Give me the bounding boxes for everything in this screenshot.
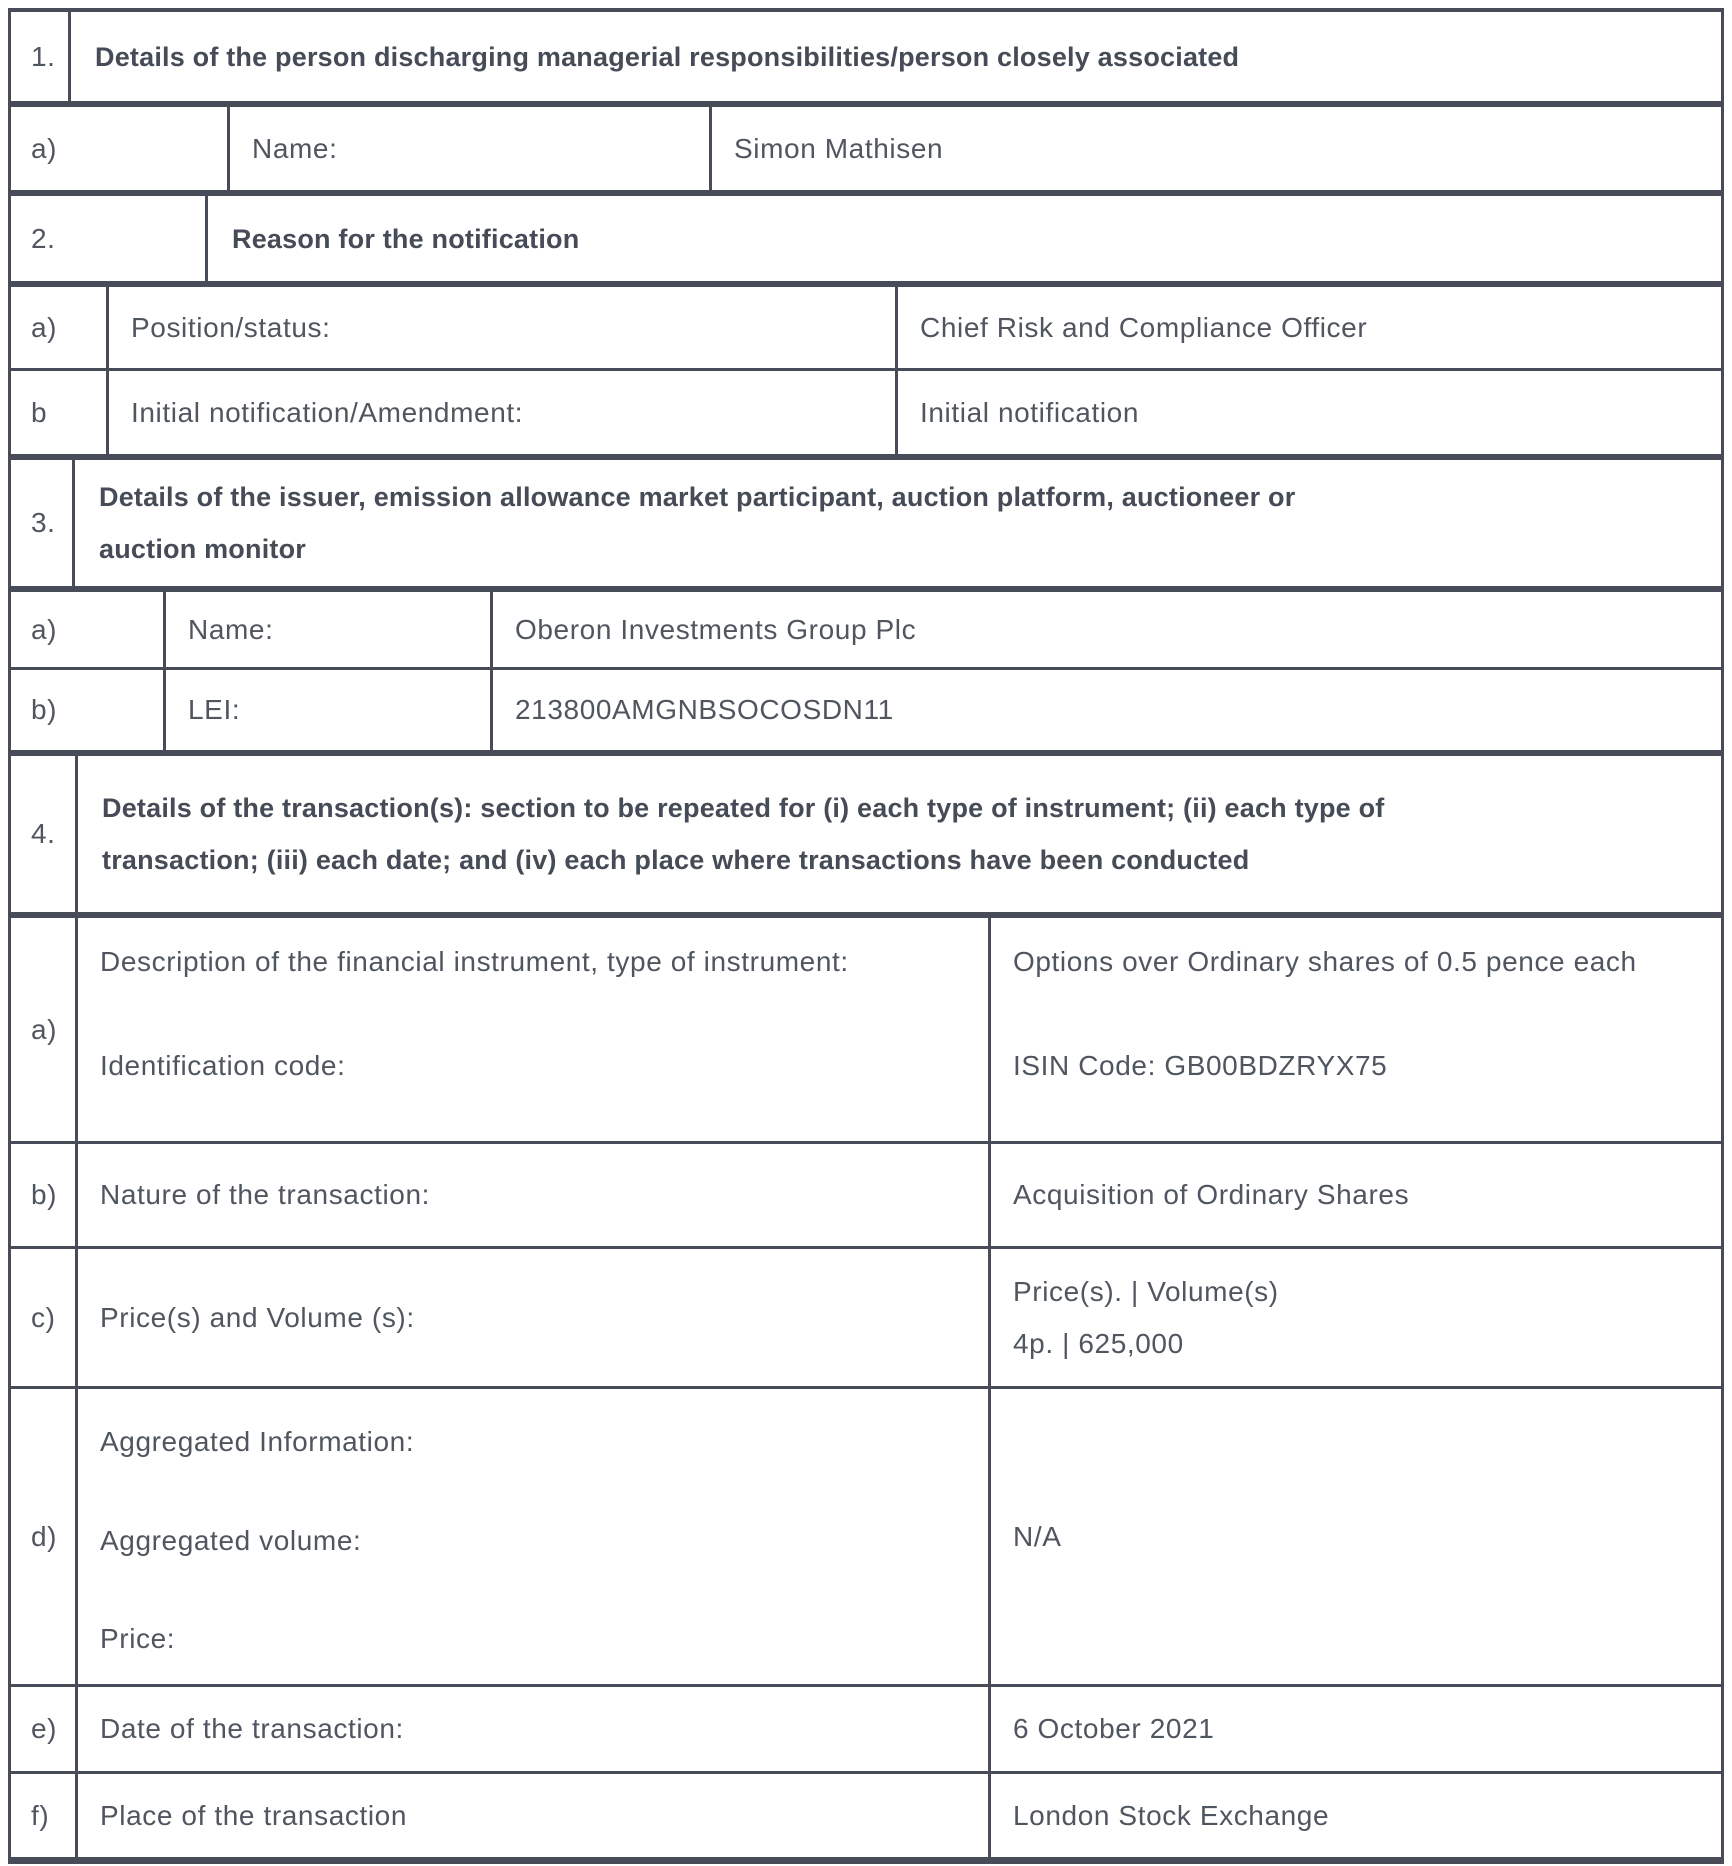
section-4-number: 4. [11,756,78,912]
section-2-number: 2. [11,196,208,281]
instrument-description-value: Options over Ordinary shares of 0.5 pence each [1013,946,1637,977]
aggregated-info-field-cell [78,1389,991,1684]
section-4-header-row [11,750,1721,912]
instrument-value-cell [991,918,1721,1141]
section-3-title-line-2: auction monitor [99,534,306,564]
section-3-header-row [11,454,1721,586]
section-3-title-line-1: Details of the issuer, emission allowance market participant, auction platform, auctioneer or [99,482,1296,512]
notification-type-row-label: b [11,371,109,454]
position-status-row [11,281,1721,368]
section-2-header-row [11,190,1721,281]
price-volume-value-cell [991,1249,1721,1386]
section-1-header-row [11,12,1721,101]
price-volume-row-label: c) [11,1249,78,1386]
section-4-title [78,756,1721,912]
instrument-field-cell [78,918,991,1141]
aggregated-value: N/A [1013,1520,1062,1552]
pdmr-name-row [11,101,1721,190]
section-4-title-line-1: Details of the transaction(s): section to be repeated for (i) each type of instrument; (ii) each type of [102,793,1385,823]
transaction-place-label: Place of the transaction [78,1774,991,1857]
identification-code-label: Identification code: [100,1050,346,1081]
lei-value: 213800AMGNBSOCOSDN11 [515,694,894,726]
aggregated-volume-label: Aggregated volume: [100,1524,362,1556]
pdmr-name-label: Name: [230,107,712,190]
issuer-name-label: Name: [166,592,493,667]
issuer-name-row [11,586,1721,667]
price-volume-header-value: Price(s). | Volume(s) [1013,1275,1279,1307]
aggregated-price-label: Price: [100,1623,176,1654]
transaction-date-row [11,1684,1721,1771]
isin-code-value: ISIN Code: GB00BDZRYX75 [1013,1050,1388,1081]
transaction-date-row-label: e) [11,1687,78,1771]
section-1-title [71,12,1721,101]
notification-type-row [11,368,1721,454]
issuer-name-row-label: a) [11,592,166,667]
transaction-place-row [11,1771,1721,1857]
transaction-place-value: London Stock Exchange [1013,1799,1330,1831]
position-status-value: Chief Risk and Compliance Officer [920,311,1368,343]
transaction-nature-row [11,1141,1721,1246]
lei-row [11,667,1721,750]
price-volume-row [11,1246,1721,1386]
notification-table [8,8,1724,1864]
notification-type-label: Initial notification/Amendment: [109,371,898,454]
notification-type-value: Initial notification [920,396,1140,428]
price-volume-value: 4p. | 625,000 [1013,1327,1184,1359]
transaction-date-label: Date of the transaction: [78,1687,991,1771]
aggregated-info-row-label: d) [11,1389,78,1684]
section-2-title [208,196,1721,281]
position-status-row-label: a) [11,287,109,368]
transaction-nature-label: Nature of the transaction: [78,1144,991,1246]
transaction-nature-row-label: b) [11,1144,78,1246]
transaction-nature-value: Acquisition of Ordinary Shares [1013,1179,1410,1211]
instrument-row [11,912,1721,1141]
section-1-number: 1. [11,12,71,101]
section-2-title-line: Reason for the notification [232,223,580,254]
section-4-title-line-2: transaction; (iii) each date; and (iv) each place where transactions have been conducted [102,845,1250,875]
aggregated-information-label: Aggregated Information: [100,1426,415,1457]
transaction-place-row-label: f) [11,1774,78,1857]
price-volume-label: Price(s) and Volume (s): [78,1249,991,1386]
aggregated-info-row [11,1386,1721,1684]
section-3-number: 3. [11,460,75,586]
section-3-title [75,460,1721,586]
section-1-title-line: Details of the person discharging managerial responsibilities/person closely associated [95,41,1240,72]
issuer-name-value: Oberon Investments Group Plc [515,613,917,645]
instrument-row-label: a) [11,918,78,1141]
pdmr-name-value: Simon Mathisen [734,132,944,164]
lei-row-label: b) [11,670,166,750]
transaction-date-value: 6 October 2021 [1013,1713,1215,1745]
lei-label: LEI: [166,670,493,750]
pdmr-name-row-label: a) [11,107,230,190]
position-status-label: Position/status: [109,287,898,368]
instrument-description-label: Description of the financial instrument, type of instrument: [100,946,849,977]
